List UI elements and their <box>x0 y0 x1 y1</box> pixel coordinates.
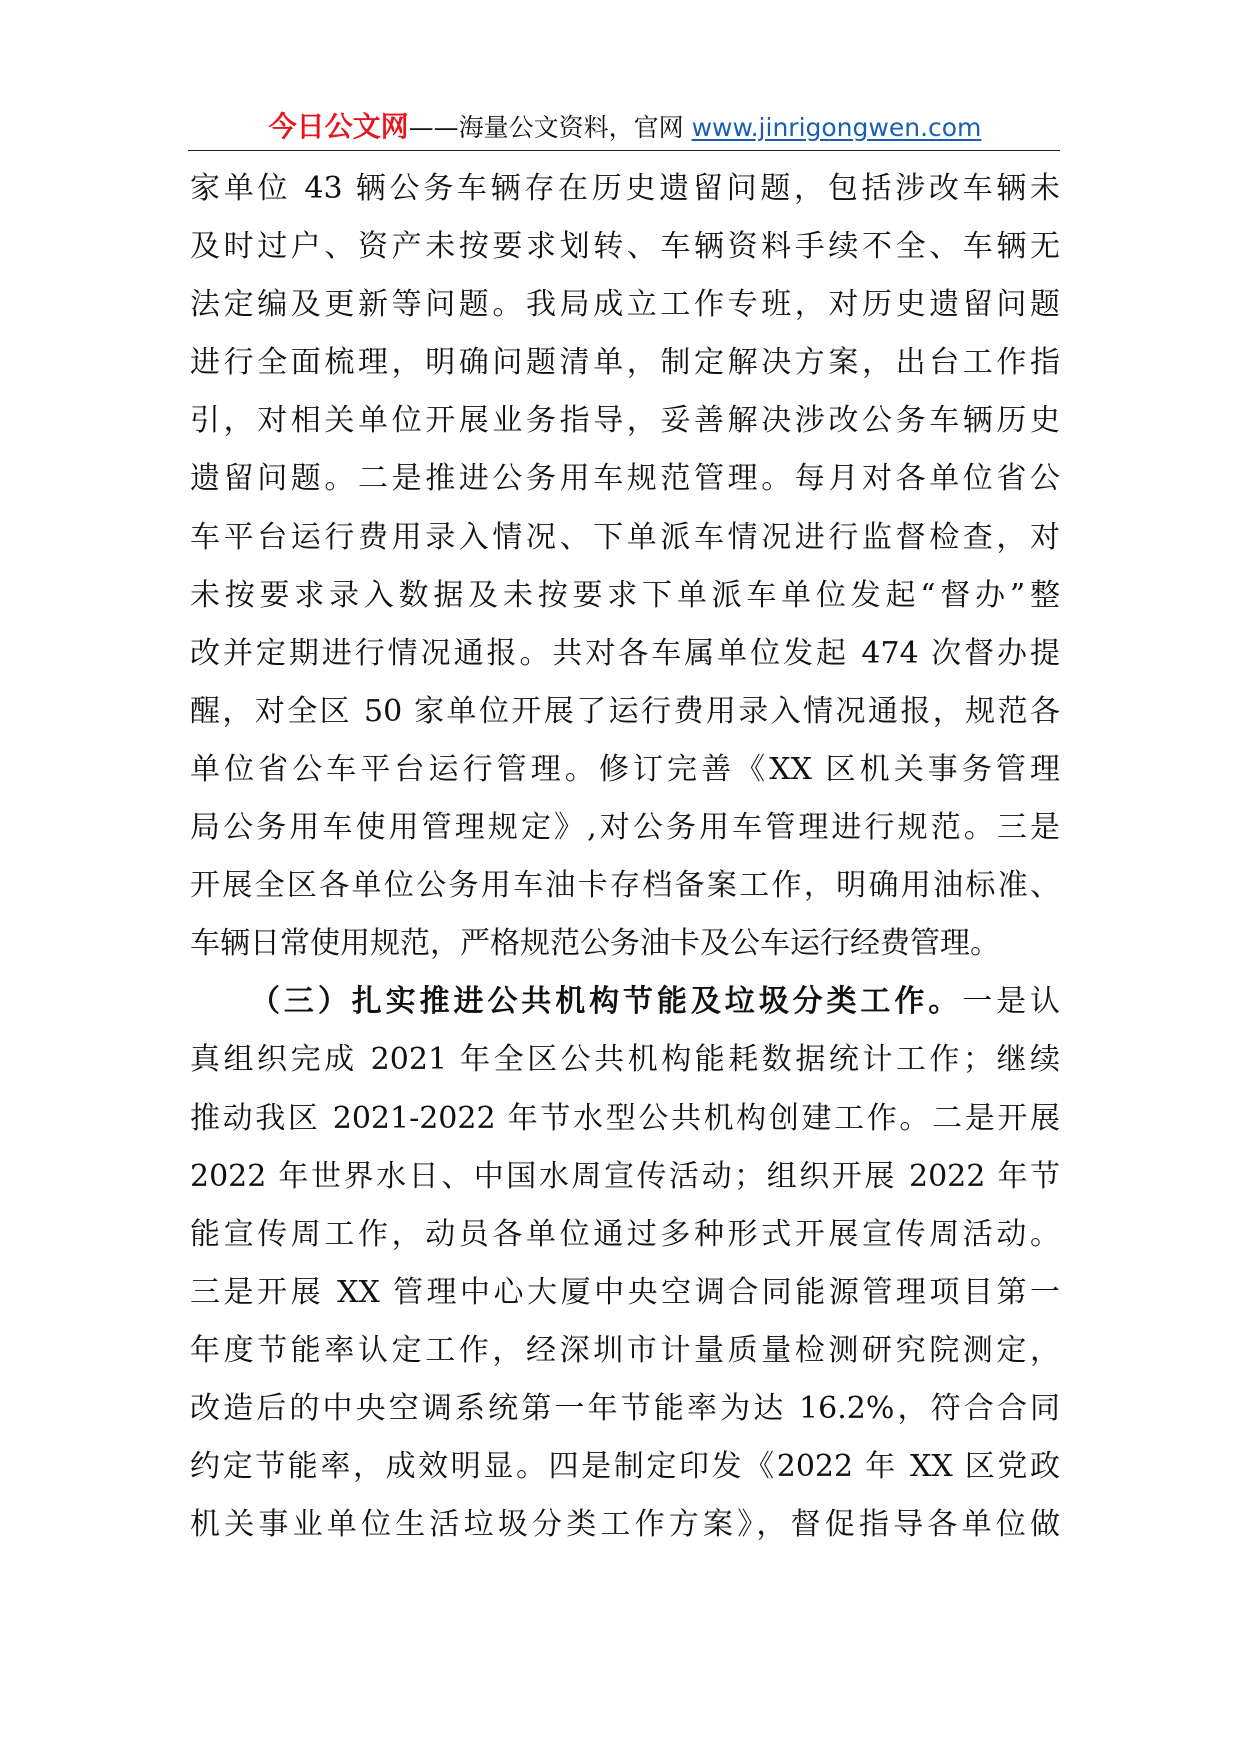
paragraph-line: 约定节能率，成效明显。四是制定印发《2022 年 XX 区党政 <box>190 1449 1060 1485</box>
paragraph-line: 遗留问题。二是推进公务用车规范管理。每月对各单位省公 <box>190 461 1060 497</box>
paragraph-line: 改造后的中央空调系统第一年节能率为达 16.2%，符合合同 <box>190 1390 1060 1426</box>
paragraph-line: 改并定期进行情况通报。共对各车属单位发起 474 次督办提 <box>190 635 1060 671</box>
paragraph-line: 车辆日常使用规范，严格规范公务油卡及公车运行经费管理。 <box>190 926 1000 962</box>
document-body <box>190 160 1060 1554</box>
paragraph-line: 进行全面梳理，明确问题清单，制定解决方案，出台工作指 <box>190 345 1060 381</box>
paragraph-line: 及时过户、资产未按要求划转、车辆资料手续不全、车辆无 <box>190 229 1060 265</box>
paragraph-line: 车平台运行费用录入情况、下单派车情况进行监督检查，对 <box>190 519 1060 555</box>
paragraph-line: 三是开展 XX 管理中心大厦中央空调合同能源管理项目第一 <box>190 1274 1060 1310</box>
paragraph-line: 推动我区 2021-2022 年节水型公共机构创建工作。二是开展 <box>190 1100 1060 1136</box>
header-divider <box>188 150 1060 151</box>
paragraph-line: 未按要求录入数据及未按要求下单派车单位发起“督办”整 <box>190 577 1060 613</box>
paragraph-line: 单位省公车平台运行管理。修订完善《XX 区机关事务管理 <box>190 751 1060 787</box>
paragraph-line: 开展全区各单位公务用车油卡存档备案工作，明确用油标准、 <box>190 868 1060 904</box>
paragraph-line: 引，对相关单位开展业务指导，妥善解决涉改公务车辆历史 <box>190 403 1060 439</box>
paragraph-line: 局公务用车使用管理规定》,对公务用车管理进行规范。三是 <box>190 810 1060 846</box>
paragraph-line: 年度节能率认定工作，经深圳市计量质量检测研究院测定， <box>190 1332 1060 1368</box>
paragraph-line: 能宣传周工作，动员各单位通过多种形式开展宣传周活动。 <box>190 1216 1060 1252</box>
paragraph-line: 醒，对全区 50 家单位开展了运行费用录入情况通报，规范各 <box>190 693 1060 729</box>
site-brand: 今日公文网 <box>268 110 409 143</box>
section-heading-line <box>190 973 1060 1031</box>
header-tagline: ——海量公文资料，官网 <box>408 113 692 142</box>
site-url-link[interactable]: www.jinrigongwen.com <box>691 113 982 142</box>
section-heading-continuation: 一是认 <box>962 984 1061 1020</box>
paragraph-line: 家单位 43 辆公务车辆存在历史遗留问题，包括涉改车辆未 <box>190 171 1060 206</box>
paragraph-line: 机关事业单位生活垃圾分类工作方案》，督促指导各单位做 <box>190 1507 1060 1543</box>
paragraph-line: 法定编及更新等问题。我局成立工作专班，对历史遗留问题 <box>190 287 1060 323</box>
section-heading: （三）扎实推进公共机构节能及垃圾分类工作。 <box>250 984 963 1020</box>
page-header <box>190 104 1060 150</box>
paragraph-line: 2022 年世界水日、中国水周宣传活动；组织开展 2022 年节 <box>190 1158 1060 1194</box>
paragraph-line: 真组织完成 2021 年全区公共机构能耗数据统计工作；继续 <box>190 1042 1060 1078</box>
